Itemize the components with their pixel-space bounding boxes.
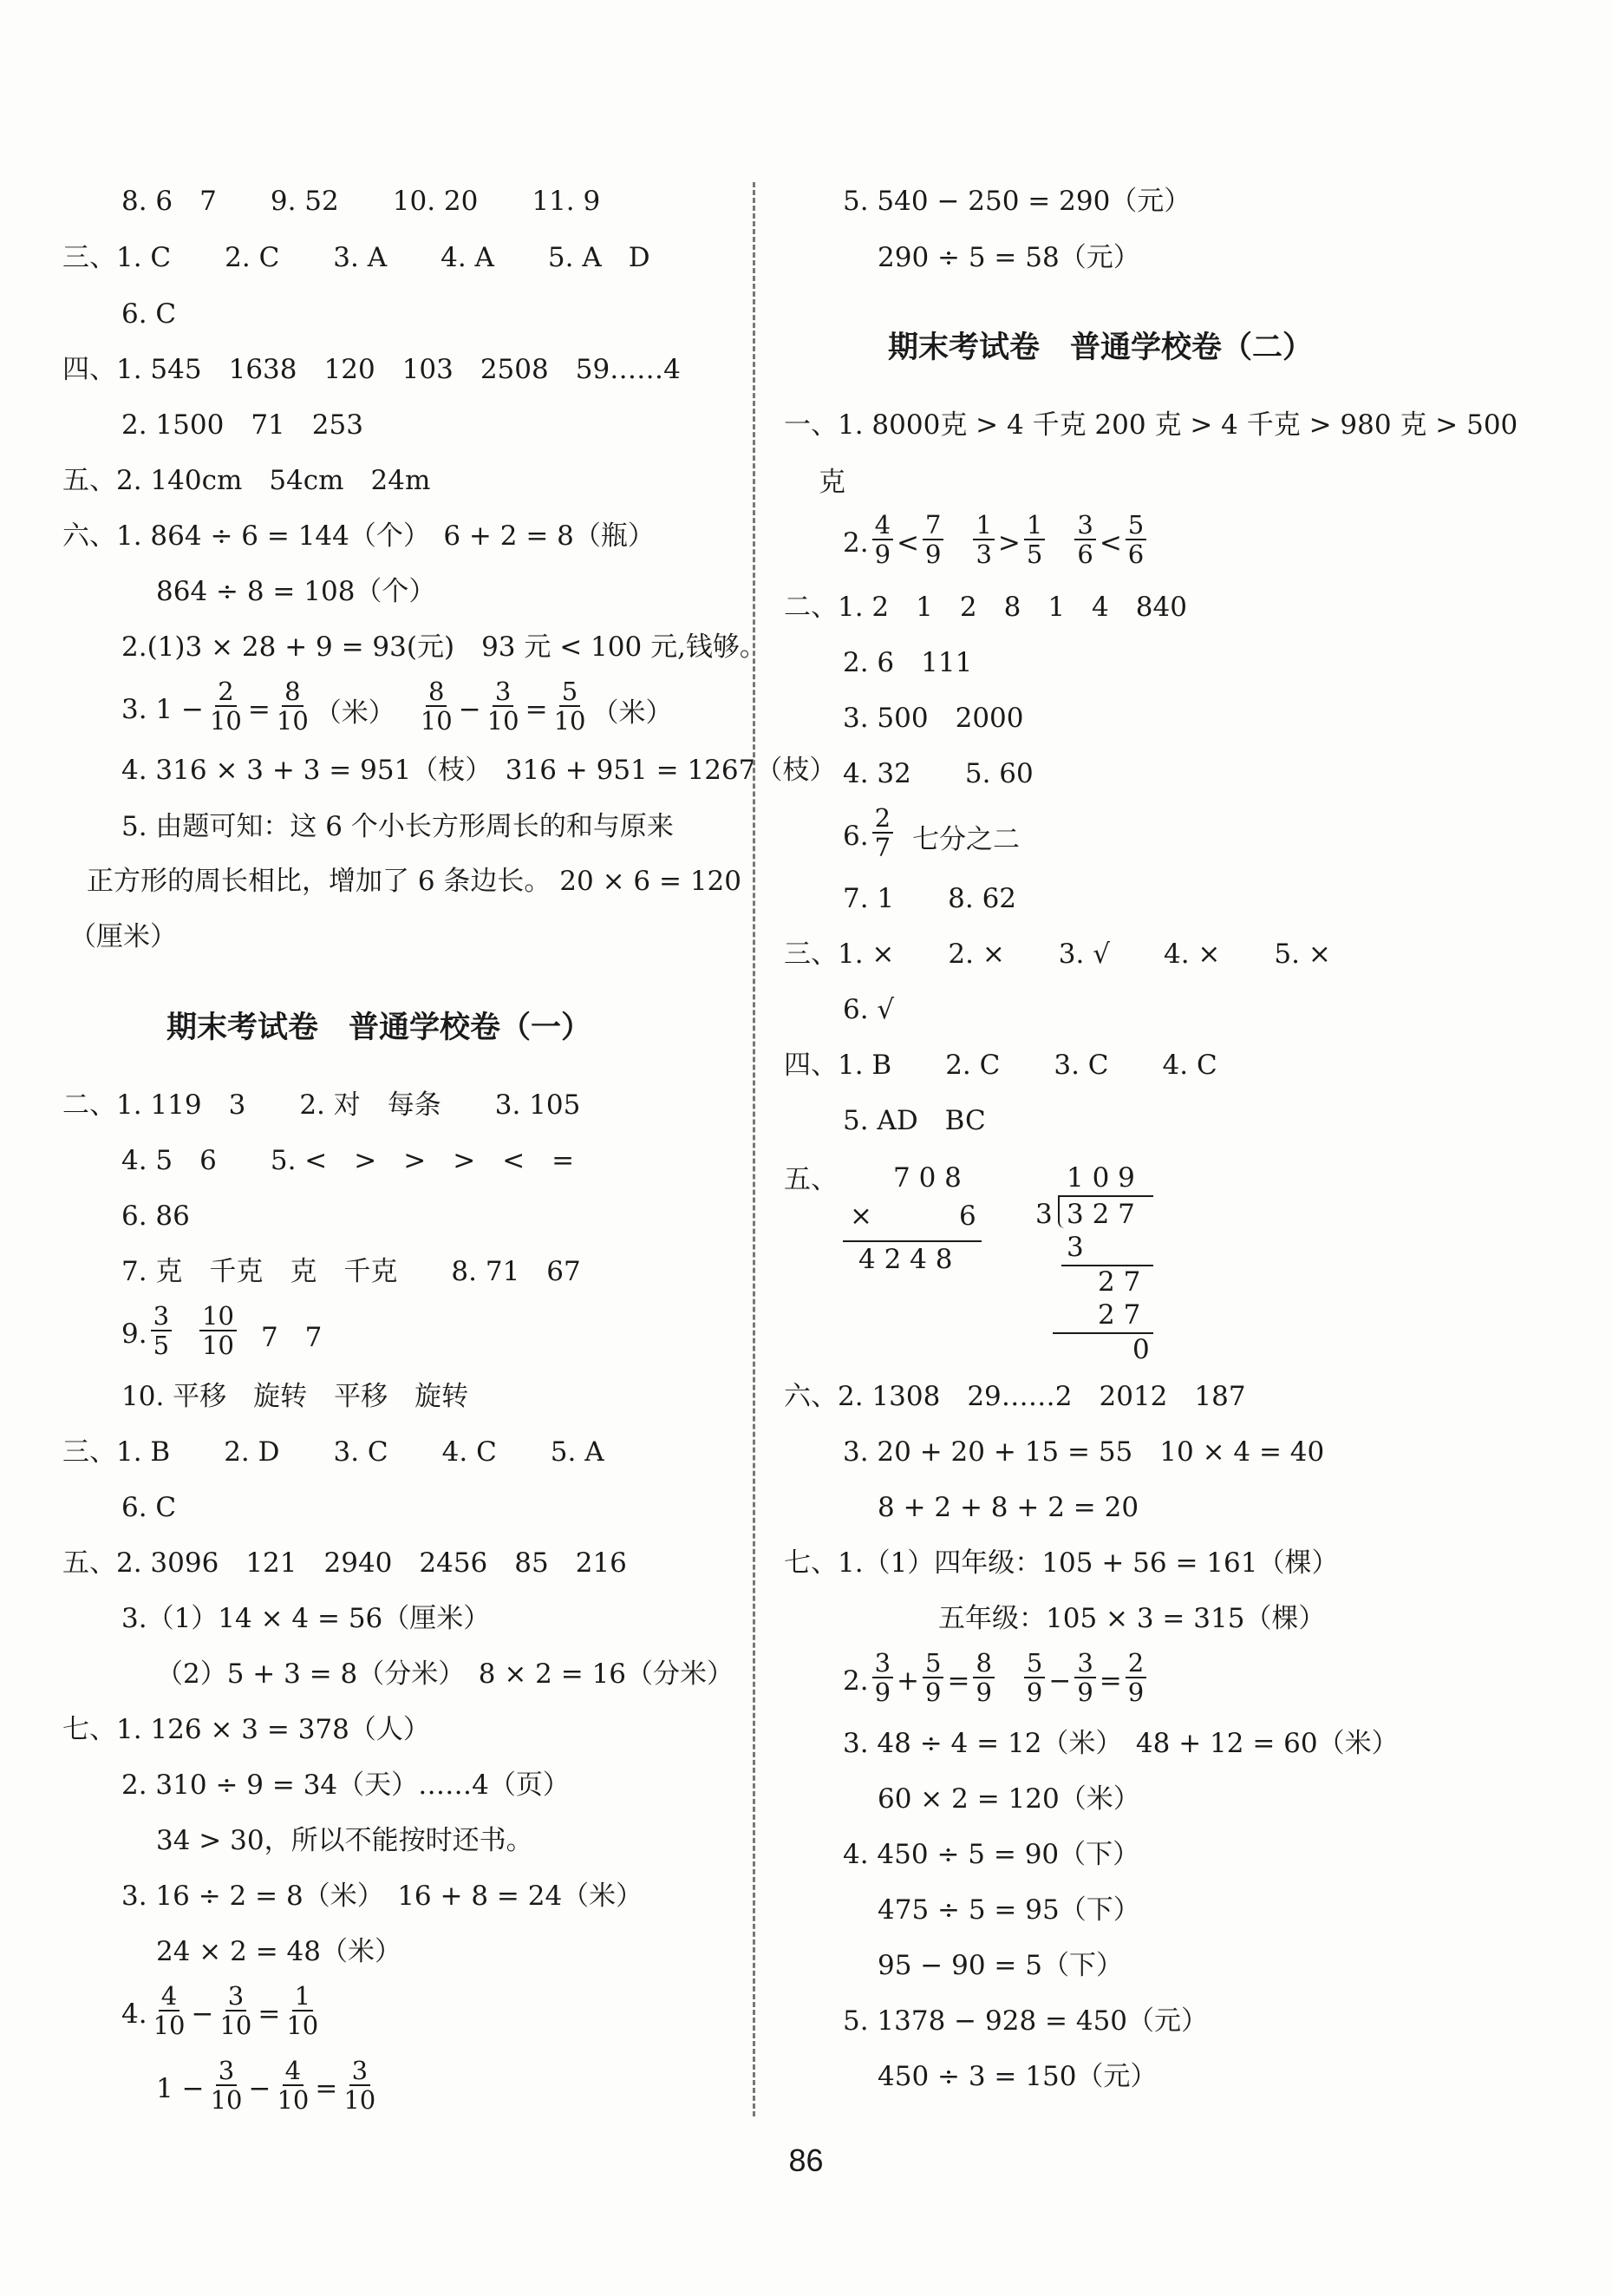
dividend: 3 2 7 bbox=[1067, 1199, 1135, 1230]
result-line bbox=[843, 1240, 982, 1242]
multiplier: 6 bbox=[959, 1200, 976, 1232]
expr-text: 3. 1 − bbox=[121, 694, 204, 725]
answer-line: 5. 540 − 250 = 290（元） bbox=[843, 186, 1191, 217]
numerator: 8 bbox=[426, 677, 447, 707]
section-heading: 期末考试卷 普通学校卷（二） bbox=[888, 330, 1314, 365]
denominator: 10 bbox=[486, 706, 519, 736]
denominator: 9 bbox=[1026, 1678, 1043, 1707]
answer-line: 6. C bbox=[121, 1492, 177, 1523]
answer-line: 34 > 30，所以不能按时还书。 bbox=[156, 1825, 533, 1856]
operator: × bbox=[850, 1200, 872, 1232]
numerator: 3 bbox=[216, 2057, 237, 2086]
denominator: 10 bbox=[219, 2011, 252, 2040]
numerator: 3 bbox=[1074, 511, 1095, 540]
multiplicand: 7 0 8 bbox=[893, 1162, 962, 1194]
fraction bbox=[872, 804, 893, 861]
denominator: 10 bbox=[153, 2011, 186, 2040]
vertical-multiplication bbox=[841, 1162, 989, 1284]
fraction bbox=[274, 2057, 311, 2114]
step: 2 7 bbox=[1098, 1266, 1141, 1298]
expr-text: 2. bbox=[843, 527, 869, 559]
denominator: 10 bbox=[277, 2085, 310, 2115]
page-number: 86 bbox=[788, 2142, 824, 2178]
denominator: 6 bbox=[1127, 540, 1145, 569]
fraction-line bbox=[121, 1303, 322, 1365]
answer-line: 2. 310 ÷ 9 = 34（天）……4（页） bbox=[121, 1769, 570, 1801]
expr-text: − bbox=[458, 694, 481, 725]
numerator: 2 bbox=[1126, 1649, 1146, 1678]
answer-line: 4. 32 5. 60 bbox=[843, 758, 1034, 789]
fraction-line bbox=[843, 512, 1150, 574]
expr-text: < bbox=[897, 527, 920, 559]
answer-line: 10. 平移 旋转 平移 旋转 bbox=[121, 1381, 469, 1412]
quotient: 1 0 9 bbox=[1067, 1162, 1135, 1194]
answer-line: 2. 1500 71 253 bbox=[121, 409, 363, 441]
fraction-line bbox=[156, 2057, 382, 2120]
answer-line: 475 ÷ 5 = 95（下） bbox=[878, 1894, 1140, 1926]
expr-text: = bbox=[947, 1665, 970, 1697]
expr-text: 4. bbox=[121, 1998, 147, 2030]
numerator: 3 bbox=[872, 1649, 893, 1678]
fraction bbox=[1126, 511, 1146, 568]
answer-line: 8 + 2 + 8 + 2 = 20 bbox=[878, 1492, 1139, 1523]
answer-line: 五、 bbox=[784, 1164, 838, 1195]
denominator: 10 bbox=[209, 706, 242, 736]
numerator: 7 bbox=[923, 511, 943, 540]
answer-line: 6. √ bbox=[843, 994, 895, 1025]
fraction bbox=[151, 1982, 188, 2039]
numerator: 5 bbox=[1024, 1649, 1045, 1678]
denominator: 10 bbox=[276, 706, 309, 736]
answer-line: 5. 由题可知：这 6 个小长方形周长的和与原来 bbox=[121, 811, 674, 842]
fraction bbox=[872, 1649, 893, 1706]
numerator: 4 bbox=[283, 2057, 303, 2086]
numerator: 3 bbox=[151, 1302, 172, 1331]
numerator: 5 bbox=[1126, 511, 1146, 540]
answer-line: 24 × 2 = 48（米） bbox=[156, 1936, 401, 1967]
numerator: 5 bbox=[559, 677, 580, 707]
fraction bbox=[973, 1649, 994, 1706]
numerator: 8 bbox=[282, 677, 303, 707]
numerator: 1 bbox=[1024, 511, 1045, 540]
answer-line: 3. 16 ÷ 2 = 8（米） 16 + 8 = 24（米） bbox=[121, 1881, 643, 1912]
numerator: 5 bbox=[923, 1649, 943, 1678]
fraction bbox=[217, 1982, 254, 2039]
numerator: 3 bbox=[1074, 1649, 1095, 1678]
answer-line: 8. 6 7 9. 52 10. 20 11. 9 bbox=[121, 186, 601, 217]
division-bracket bbox=[1058, 1197, 1065, 1228]
fraction bbox=[1126, 1649, 1146, 1706]
expr-text: > bbox=[997, 527, 1021, 559]
divisor: 3 bbox=[1035, 1199, 1053, 1230]
answer-line: 三、1. B 2. D 3. C 4. C 5. A bbox=[62, 1436, 604, 1468]
answer-line: 3.（1）14 × 4 = 56（厘米） bbox=[121, 1603, 491, 1634]
denominator: 9 bbox=[1127, 1678, 1145, 1707]
fraction bbox=[274, 677, 311, 735]
denominator: 10 bbox=[553, 706, 586, 736]
denominator: 5 bbox=[1026, 540, 1043, 569]
denominator: 3 bbox=[976, 540, 992, 569]
answer-line: 克 bbox=[819, 467, 845, 498]
expr-text: = bbox=[1099, 1665, 1122, 1697]
expr-text: < bbox=[1099, 527, 1122, 559]
step: 2 7 bbox=[1098, 1299, 1141, 1331]
denominator: 9 bbox=[874, 540, 891, 569]
answer-line: 五、2. 140cm 54cm 24m bbox=[62, 465, 431, 496]
answer-line: 2.(1)3 × 28 + 9 = 93(元) 93 元 < 100 元,钱够。 bbox=[121, 631, 767, 663]
answer-line: 二、1. 119 3 2. 对 每条 3. 105 bbox=[62, 1089, 581, 1121]
answer-line: 七、1. 126 × 3 = 378（人） bbox=[62, 1714, 430, 1745]
denominator: 5 bbox=[153, 1331, 170, 1360]
answer-line: 95 − 90 = 5（下） bbox=[878, 1950, 1123, 1981]
denominator: 9 bbox=[925, 1678, 942, 1707]
expr-text: 7 7 bbox=[260, 1321, 323, 1353]
answer-line: 一、1. 8000克 > 4 千克 200 克 > 4 千克 > 980 克 > 500 bbox=[784, 409, 1518, 441]
denominator: 10 bbox=[202, 1331, 234, 1360]
expr-text: 6. bbox=[843, 821, 869, 852]
fraction bbox=[1024, 1649, 1045, 1706]
denominator: 9 bbox=[1077, 1678, 1093, 1707]
expr-text: 9. bbox=[121, 1318, 147, 1350]
denominator: 10 bbox=[210, 2085, 243, 2115]
answer-line: （厘米） bbox=[69, 921, 177, 952]
fraction bbox=[485, 677, 522, 735]
division-bar bbox=[1058, 1195, 1153, 1197]
denominator: 10 bbox=[286, 2011, 319, 2040]
numerator: 3 bbox=[349, 2057, 370, 2086]
numerator: 3 bbox=[225, 1982, 246, 2011]
fraction bbox=[872, 511, 893, 568]
answer-line: 七、1.（1）四年级：105 + 56 = 161（棵） bbox=[784, 1547, 1339, 1579]
product: 4 2 4 8 bbox=[858, 1244, 953, 1275]
answer-line: 7. 克 千克 克 千克 8. 71 67 bbox=[121, 1256, 581, 1287]
numerator: 1 bbox=[973, 511, 994, 540]
denominator: 6 bbox=[1077, 540, 1093, 569]
denominator: 7 bbox=[874, 833, 891, 862]
answer-line: 三、1. × 2. × 3. √ 4. × 5. × bbox=[784, 939, 1331, 970]
answer-line: 864 ÷ 8 = 108（个） bbox=[156, 576, 436, 607]
fraction-line bbox=[121, 1983, 324, 2045]
numerator: 8 bbox=[973, 1649, 994, 1678]
fraction bbox=[418, 677, 455, 735]
denominator: 10 bbox=[420, 706, 453, 736]
long-division bbox=[1032, 1162, 1171, 1365]
answer-line: 4. 316 × 3 + 3 = 951（枝） 316 + 951 = 1267（枝） bbox=[121, 755, 837, 786]
numerator: 10 bbox=[199, 1302, 237, 1331]
answer-line: 四、1. 545 1638 120 103 2508 59……4 bbox=[62, 354, 681, 385]
denominator: 9 bbox=[925, 540, 942, 569]
fraction-line bbox=[843, 805, 1020, 867]
fraction bbox=[284, 1982, 321, 2039]
fraction bbox=[199, 1302, 237, 1359]
step: 3 bbox=[1067, 1232, 1084, 1263]
expr-text: 七分之二 bbox=[912, 823, 1021, 855]
fraction bbox=[1074, 1649, 1095, 1706]
remainder: 0 bbox=[1132, 1334, 1150, 1365]
expr-text: − bbox=[1048, 1665, 1072, 1697]
fraction bbox=[341, 2057, 378, 2114]
expr-text: （米） bbox=[314, 697, 395, 729]
numerator: 2 bbox=[215, 677, 236, 707]
answer-line: 4. 5 6 5. < > > > < = bbox=[121, 1145, 575, 1176]
answer-line: 6. C bbox=[121, 298, 177, 330]
answer-line: 290 ÷ 5 = 58（元） bbox=[878, 242, 1140, 273]
answer-line: 5. AD BC bbox=[843, 1105, 986, 1136]
expr-text: + bbox=[897, 1665, 920, 1697]
answer-line: 3. 500 2000 bbox=[843, 703, 1024, 734]
expr-text: = bbox=[525, 694, 548, 725]
numerator: 3 bbox=[493, 677, 513, 707]
answer-line: 三、1. C 2. C 3. A 4. A 5. A D bbox=[62, 242, 650, 273]
fraction bbox=[151, 1302, 172, 1359]
fraction bbox=[923, 1649, 943, 1706]
answer-line: 4. 450 ÷ 5 = 90（下） bbox=[843, 1839, 1140, 1870]
fraction bbox=[1024, 511, 1045, 568]
expr-text: = bbox=[315, 2073, 338, 2104]
fraction bbox=[1074, 511, 1095, 568]
expr-text: 2. bbox=[843, 1665, 869, 1697]
answer-line: 450 ÷ 3 = 150（元） bbox=[878, 2061, 1158, 2092]
numerator: 2 bbox=[872, 804, 893, 834]
expr-text: 1 − bbox=[156, 2073, 205, 2104]
answer-line: 5. 1378 − 928 = 450（元） bbox=[843, 2005, 1209, 2037]
fraction bbox=[551, 677, 589, 735]
answer-line: 五年级：105 × 3 = 315（棵） bbox=[938, 1603, 1326, 1634]
fraction bbox=[207, 677, 245, 735]
answer-line: （2）5 + 3 = 8（分米） 8 × 2 = 16（分米） bbox=[156, 1658, 734, 1690]
expr-text: = bbox=[247, 694, 271, 725]
answer-line: 60 × 2 = 120（米） bbox=[878, 1783, 1140, 1815]
answer-line: 六、2. 1308 29……2 2012 187 bbox=[784, 1381, 1246, 1412]
fraction bbox=[923, 511, 943, 568]
answer-line: 二、1. 2 1 2 8 1 4 840 bbox=[784, 592, 1187, 623]
fraction-line bbox=[843, 1650, 1150, 1712]
answer-line: 四、1. B 2. C 3. C 4. C bbox=[784, 1050, 1217, 1081]
fraction bbox=[208, 2057, 245, 2114]
denominator: 10 bbox=[343, 2085, 376, 2115]
numerator: 4 bbox=[872, 511, 893, 540]
answer-line: 正方形的周长相比，增加了 6 条边长。 20 × 6 = 120 bbox=[87, 866, 741, 897]
fraction bbox=[973, 511, 994, 568]
answer-line: 六、1. 864 ÷ 6 = 144（个） 6 + 2 = 8（瓶） bbox=[62, 520, 655, 552]
denominator: 9 bbox=[874, 1678, 891, 1707]
numerator: 1 bbox=[292, 1982, 313, 2011]
column-divider bbox=[753, 182, 755, 2116]
answer-line: 五、2. 3096 121 2940 2456 85 216 bbox=[62, 1547, 627, 1579]
expr-text: − bbox=[248, 2073, 271, 2104]
answer-line: 6. 86 bbox=[121, 1200, 190, 1232]
expr-text: （米） bbox=[591, 697, 673, 729]
expr-text: = bbox=[258, 1998, 281, 2030]
denominator: 9 bbox=[976, 1678, 992, 1707]
answer-line: 3. 20 + 20 + 15 = 55 10 × 4 = 40 bbox=[843, 1436, 1325, 1468]
answer-line: 2. 6 111 bbox=[843, 647, 973, 678]
section-heading: 期末考试卷 普通学校卷（一） bbox=[166, 1011, 592, 1045]
answer-line: 7. 1 8. 62 bbox=[843, 883, 1017, 914]
numerator: 4 bbox=[159, 1982, 179, 2011]
answer-line: 3. 48 ÷ 4 = 12（米） 48 + 12 = 60（米） bbox=[843, 1728, 1399, 1759]
fraction-line bbox=[121, 678, 672, 741]
expr-text: − bbox=[191, 1998, 214, 2030]
